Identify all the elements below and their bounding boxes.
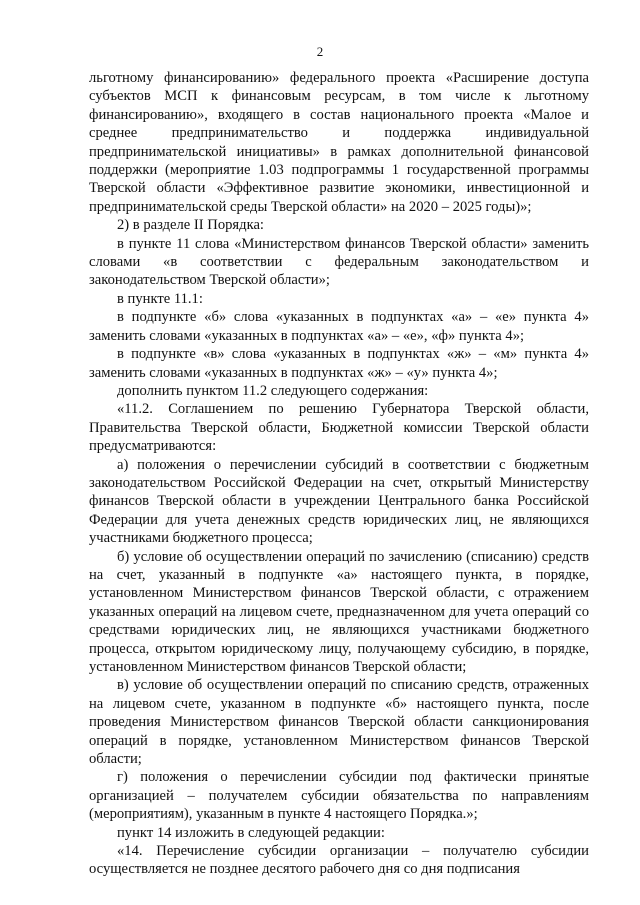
- paragraph: льготному финансированию» федерального проекта «Расширение доступа субъектов МСП к финансовым ресурсам, в том числе к льготному финансированию», входящего в состав национального проекта «Малое и среднее предпринимательство и поддержка индивидуальной предпринимательской инициативы» в рамках дополнительной финансовой поддержки (мероприятие 1.03 подпрограммы 1 государственной программы Тверской области «Эффективное развитие экономики, инвестиционной и предпринимательской среды Тверской области» на 2020 – 2025 годы)»;: [89, 70, 589, 215]
- paragraph: в пункте 11.1:: [117, 290, 203, 307]
- paragraph: в подпункте «б» слова «указанных в подпунктах «а» – «е» пункта 4» заменить словами «указанных в подпунктах «а» – «е», «ф» пункта 4»;: [89, 309, 589, 344]
- paragraph: пункт 14 изложить в следующей редакции:: [117, 824, 385, 841]
- paragraph: дополнить пунктом 11.2 следующего содержания:: [117, 382, 429, 399]
- paragraph: г) положения о перечислении субсидии под фактически принятые организацией – получателем субсидии обязательства по направлениям (мероприятиям), указанным в пункте 4 настоящего Порядка.»;: [89, 769, 589, 823]
- paragraph: а) положения о перечислении субсидий в соответствии с бюджетным законодательством Российской Федерации на счет, открытый Министерству финансов Тверской области в учреждении Центрального банка Российской Федерации для учета денежных средств юридических лиц, не являющихся участниками бюджетного процесса;: [89, 456, 589, 547]
- paragraph: 2) в разделе II Порядка:: [117, 217, 264, 234]
- document-body: [89, 69, 589, 879]
- paragraph: «11.2. Соглашением по решению Губернатора Тверской области, Правительства Тверской области, Бюджетной комиссии Тверской области предусматриваются:: [89, 401, 589, 455]
- paragraph: б) условие об осуществлении операций по зачислению (списанию) средств на счет, указанный в подпункте «а» настоящего пункта, в порядке, установленном Министерством финансов Тверской области, с отражением указанных операций на лицевом счете, предназначенном для учета операций со средствами юридических лиц, не являющихся участниками бюджетного процесса, открытом юридическому лицу, получающему субсидию, в порядке, установленном Министерством финансов Тверской области;: [89, 548, 589, 675]
- paragraph: в пункте 11 слова «Министерством финансов Тверской области» заменить словами «в соответствии с федеральным законодательством и законодательством Тверской области»;: [89, 235, 589, 289]
- page-number: 2: [316, 44, 324, 59]
- paragraph: в) условие об осуществлении операций по списанию средств, отраженных на лицевом счете, указанном в подпункте «б» настоящего пункта, после проведения Министерством финансов Тверской области санкционирования операций в порядке, установленном Министерством финансов Тверской области;: [89, 677, 589, 768]
- paragraph: в подпункте «в» слова «указанных в подпунктах «ж» – «м» пункта 4» заменить словами «указанных в подпунктах «ж» – «у» пункта 4»;: [89, 346, 589, 381]
- paragraph: «14. Перечисление субсидии организации – получателю субсидии осуществляется не позднее десятого рабочего дня со дня подписания: [89, 843, 589, 878]
